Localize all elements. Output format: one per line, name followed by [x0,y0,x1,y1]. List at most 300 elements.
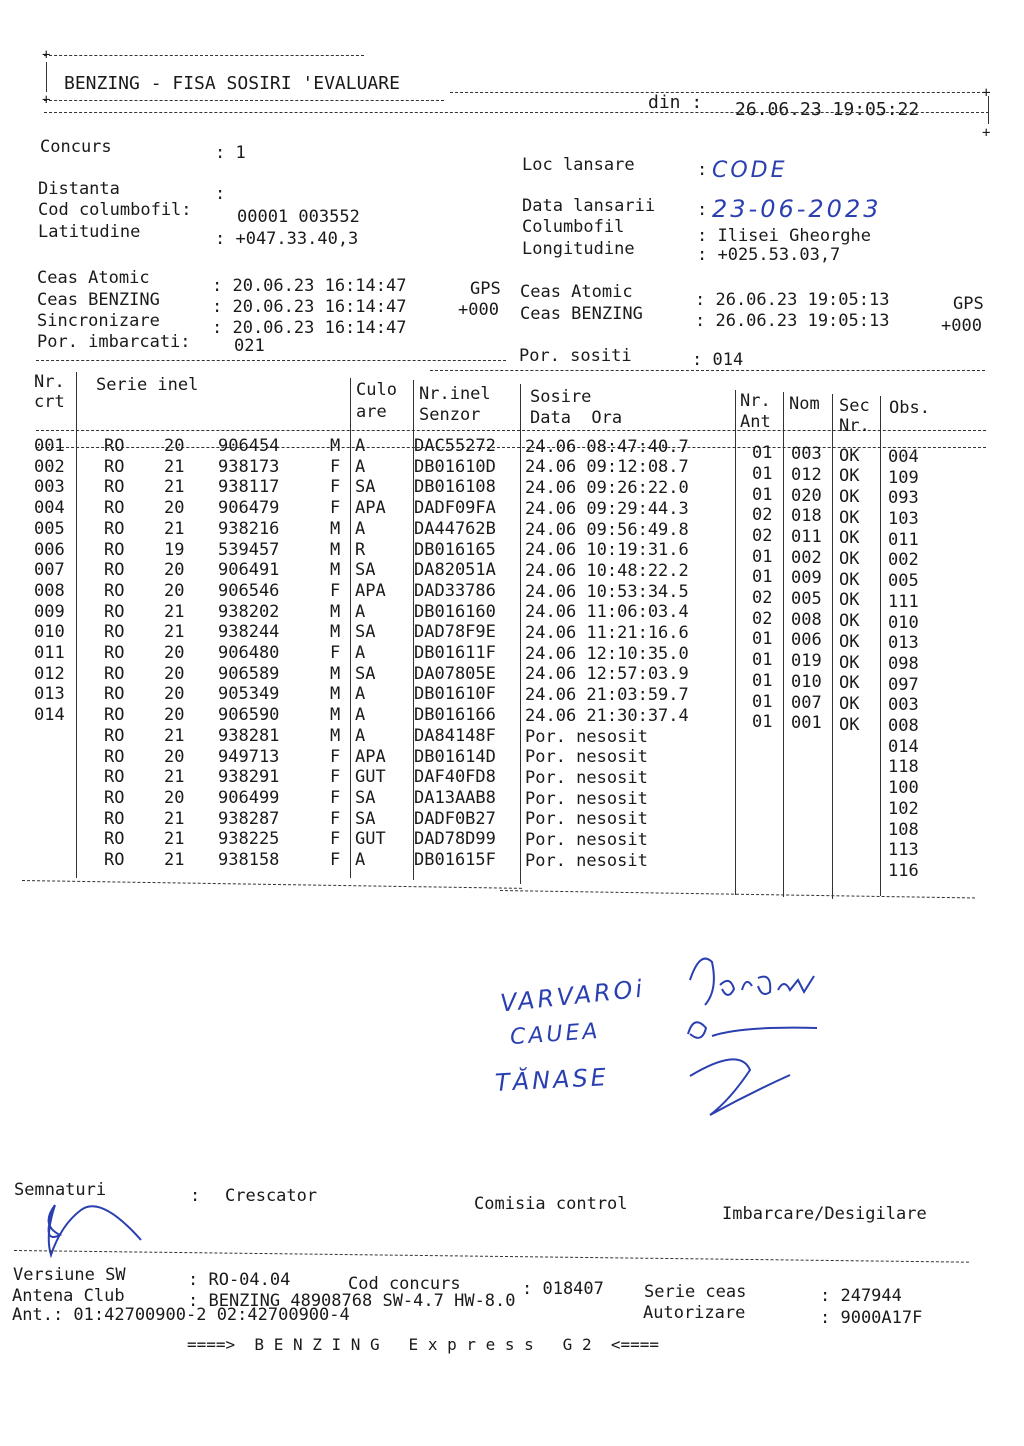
corner-mark: + [42,47,51,63]
cell-country: RO [104,601,125,622]
cell-ring-number: 938291 [218,767,280,788]
cell-sec: OK [839,549,860,569]
cell-color: A [355,456,366,477]
cell-country: RO [104,622,125,643]
cell-nr-crt: 007 [34,560,65,581]
cell-year: 20 [164,498,185,519]
cell-country: RO [104,746,125,767]
cell-arrival: 24.06 10:48:22.2 [525,560,689,581]
corner-mark: + [982,85,991,101]
ceas-benzing-right-value: : 26.06.23 19:05:13 [695,311,890,331]
por-sositi-value: : 014 [692,350,744,370]
cell-color: SA [355,622,376,643]
col-header-sec: Sec [839,396,870,416]
cell-sensor: DAC55272 [414,436,496,456]
cell-color: SA [355,787,376,808]
cell-sex: F [330,850,341,870]
cell-arrival: Por. nesosit [525,809,648,830]
cell-nr-crt: 004 [34,498,65,519]
semnaturi-colon: : [190,1186,201,1206]
cell-color: GUT [355,767,386,788]
cell-sec: OK [839,445,860,466]
cell-sex: F [330,580,341,601]
cell-country: RO [104,684,125,705]
cell-year: 21 [164,518,185,539]
corner-mark: + [982,125,991,141]
por-imbarcati-label: Por. imbarcati: [37,332,191,352]
cell-sex: M [330,518,341,539]
cell-color: SA [355,560,376,581]
din-label: din : [648,92,703,113]
antena-value: : BENZING 48908768 SW-4.7 HW-8.0 [188,1291,516,1311]
cell-sensor: DB01610F [414,684,496,705]
cell-color: APA [355,498,386,519]
cell-antenna: 01 [752,650,773,671]
cell-obs: 005 [888,571,919,592]
cell-nom: 002 [791,547,822,568]
cell-sex: M [330,622,341,643]
cell-arrival: 24.06 09:26:22.0 [525,478,689,499]
cell-sensor: DA44762B [414,518,496,539]
cell-country: RO [104,518,125,539]
cell-nr-crt: 013 [34,684,65,705]
columbofil-value: : Ilisei Gheorghe [697,226,871,246]
cell-obs: 103 [888,509,919,529]
din-value: 26.06.23 19:05:22 [735,99,920,120]
cell-country: RO [104,808,125,829]
cell-arrival: Por. nesosit [525,726,648,747]
cell-year: 21 [164,808,185,829]
cell-obs: 093 [888,488,919,509]
ceas-atomic-suffix: GPS [470,279,501,299]
latitudine-value: : +047.33.40,3 [215,229,359,249]
cell-sensor: DB016108 [414,477,496,498]
cell-ring-number: 938216 [218,518,280,539]
cell-sensor: DA84148F [414,725,496,746]
versiune-value: : RO-04.04 [188,1270,291,1290]
report-title: BENZING - FISA SOSIRI 'EVALUARE [64,73,400,94]
cell-sensor: DA07805E [414,663,496,684]
cell-ring-number: 938158 [218,850,280,870]
cell-color: GUT [355,829,386,850]
cell-sensor: DB016165 [414,539,496,560]
cell-obs: 098 [888,653,919,674]
cell-obs: 111 [888,591,919,612]
cell-arrival: 24.06 12:57:03.9 [525,664,689,685]
cod-concurs-value: : 018407 [522,1279,604,1299]
cell-arrival: 24.06 09:12:08.7 [525,457,689,478]
ceas-benzing-right-label: Ceas BENZING [520,304,643,324]
cell-obs: 113 [888,840,919,861]
cell-arrival: Por. nesosit [525,850,648,871]
cell-sec: OK [839,652,860,673]
cell-sex: F [330,808,341,829]
serie-ceas-value: : 247944 [820,1286,902,1306]
corner-mark: + [42,92,51,108]
cell-antenna: 01 [752,670,773,691]
cell-color: SA [355,663,376,684]
cell-ring-number: 906454 [218,436,280,456]
comisia-label: Comisia control [474,1194,628,1214]
cell-nom: 009 [791,568,822,589]
cell-sex: M [330,601,341,622]
cell-color: A [355,705,366,726]
cell-arrival: 24.06 11:21:16.6 [525,623,689,643]
cell-obs: 116 [888,860,919,881]
cell-ring-number: 949713 [218,746,280,767]
columbofil-label: Columbofil [522,217,625,237]
signature-2 [688,1022,817,1038]
cell-antenna: 01 [752,691,773,712]
cell-arrival: 24.06 21:03:59.7 [525,685,689,706]
cell-country: RO [104,436,125,456]
cell-year: 21 [164,477,185,498]
col-header-senzor: Senzor [419,405,481,425]
autorizare-label: Autorizare [643,1303,746,1323]
col-header-data-ora: Data Ora [530,408,623,428]
cell-sex: M [330,725,341,746]
cell-nr-crt: 003 [34,477,65,498]
cell-nom: 003 [791,444,822,465]
cell-ring-number: 938173 [218,456,280,477]
cell-sex: F [330,829,341,850]
cell-year: 20 [164,560,185,581]
cell-nom: 018 [791,506,822,527]
cell-obs: 004 [888,446,919,467]
cell-ring-number: 938281 [218,725,280,746]
cell-sex: M [330,663,341,684]
cell-obs: 002 [888,550,919,571]
cell-color: A [355,601,366,622]
sincronizare-value: : 20.06.23 16:14:47 [212,318,407,338]
cell-nom: 008 [791,609,822,630]
cell-color: APA [355,746,386,767]
sincronizare-label: Sincronizare [37,311,160,331]
cell-ring-number: 938287 [218,808,280,829]
cell-antenna: 02 [752,608,773,629]
ceas-atomic-right-suffix: GPS [953,294,984,314]
antena-label: Antena Club [12,1286,125,1306]
cell-antenna: 02 [752,505,773,526]
cell-obs: 118 [888,757,919,778]
cell-obs: 014 [888,736,919,757]
ceas-benzing-value: : 20.06.23 16:14:47 [212,297,407,317]
cell-nom: 006 [791,630,822,651]
cell-year: 20 [164,663,185,684]
cell-antenna: 01 [752,546,773,567]
cell-country: RO [104,643,125,663]
distanta-label: Distanta [38,179,120,199]
col-header-serie: Serie inel [96,375,199,395]
cell-year: 20 [164,643,185,663]
por-sositi-label: Por. sositi [519,346,632,366]
loc-lansare-value: CODE [712,158,788,183]
cell-country: RO [104,705,125,726]
cell-sec: OK [839,693,860,714]
cell-nr-crt: 009 [34,601,65,622]
cell-ring-number: 938117 [218,477,280,498]
ant-line: Ant.: 01:42700900-2 02:42700900-4 [12,1305,350,1325]
cod-columbofil-value: 00001 003552 [237,207,360,227]
cell-sensor: DAD78F9E [414,622,496,643]
cell-ring-number: 905349 [218,684,280,705]
cell-color: SA [355,808,376,829]
cell-color: A [355,643,366,663]
signature-1 [690,959,814,1005]
cell-nr-crt: 012 [34,663,65,684]
cell-sex: F [330,643,341,663]
cell-nom: 019 [791,651,822,672]
cell-sex: F [330,767,341,788]
cell-antenna: 02 [752,588,773,608]
cell-antenna: 01 [752,484,773,505]
por-imbarcati-value: 021 [234,336,265,356]
cell-sec: OK [839,486,860,507]
cell-nom: 005 [791,589,822,609]
cell-nr-crt: 002 [34,456,65,477]
cell-ring-number: 938244 [218,622,280,643]
handwritten-name-1: VARVAROi [498,974,647,1018]
col-header-nrinel: Nr.inel [419,384,491,404]
ceas-atomic-label: Ceas Atomic [37,268,150,288]
cell-sensor: DAD33786 [414,580,496,601]
cell-arrival: 24.06 10:53:34.5 [525,581,689,602]
cell-ring-number: 906499 [218,787,280,808]
cell-arrival: Por. nesosit [525,747,648,768]
col-header-sec-nr: Nr. [839,416,870,436]
cell-nom: 020 [791,485,822,506]
signature-3 [690,1059,790,1115]
cell-ring-number: 906480 [218,643,280,663]
cell-sensor: DA13AAB8 [414,787,496,808]
cell-year: 20 [164,787,185,808]
cell-obs: 100 [888,778,919,799]
cell-year: 21 [164,829,185,850]
cell-sex: F [330,746,341,767]
handwritten-name-2: CAUEA [509,1018,602,1051]
cell-sensor: DAF40FD8 [414,767,496,788]
cell-year: 20 [164,705,185,726]
cell-country: RO [104,850,125,870]
longitudine-label: Longitudine [522,239,635,259]
cell-sensor: DAD78D99 [414,829,496,850]
ceas-benzing-suffix: +000 [458,300,499,320]
col-header-obs: Obs. [889,398,930,418]
cell-arrival: Por. nesosit [525,767,648,788]
handwritten-name-3: TĂNASE [494,1063,610,1097]
cell-country: RO [104,498,125,519]
cell-ring-number: 539457 [218,539,280,560]
cell-antenna: 02 [752,525,773,546]
cell-year: 20 [164,746,185,767]
loc-lansare-label: Loc lansare [522,155,635,175]
cell-year: 20 [164,436,185,456]
col-header-ant: Ant [740,412,771,432]
semnaturi-label: Semnaturi [14,1180,107,1200]
cell-country: RO [104,767,125,788]
cod-columbofil-label: Cod columbofil: [38,200,192,220]
cell-sensor: DB016160 [414,601,496,622]
data-lansarii-colon: : [697,200,708,220]
cell-sec: OK [839,507,860,528]
cell-year: 20 [164,684,185,705]
cell-antenna: 01 [752,629,773,650]
cell-arrival: 24.06 09:29:44.3 [525,498,689,519]
cell-nom: 012 [791,464,822,485]
cell-nr-crt: 005 [34,518,65,539]
cell-year: 21 [164,601,185,622]
cell-sensor: DB01611F [414,643,496,663]
cell-arrival: 24.06 08:47:40.7 [525,436,689,457]
cell-color: APA [355,580,386,601]
cell-nr-crt: 008 [34,580,65,601]
autorizare-value: : 9000A17F [820,1308,923,1328]
cell-obs: 097 [888,674,919,695]
cell-antenna: 01 [752,712,773,733]
cell-year: 21 [164,456,185,477]
cell-country: RO [104,456,125,477]
cell-country: RO [104,580,125,601]
cell-antenna: 01 [752,567,773,588]
cell-color: R [355,539,366,560]
cell-obs: 011 [888,529,919,550]
cell-sec: OK [839,673,860,694]
cell-sec: OK [839,466,860,487]
cell-arrival: 24.06 12:10:35.0 [525,643,689,664]
cell-sec: OK [839,611,860,632]
cell-sex: F [330,498,341,519]
cell-sex: M [330,560,341,581]
cell-sensor: DADF0B27 [414,808,496,829]
cell-sex: M [330,705,341,726]
cell-nr-crt: 011 [34,643,65,663]
cell-sensor: DA82051A [414,560,496,581]
loc-lansare-colon: : [697,160,708,180]
crescator-label: Crescator [225,1186,318,1206]
concurs-label: Concurs [40,137,112,157]
cell-country: RO [104,539,125,560]
concurs-value: : 1 [215,143,246,163]
cell-country: RO [104,663,125,684]
cell-ring-number: 906546 [218,580,280,601]
ceas-atomic-value: : 20.06.23 16:14:47 [212,276,407,296]
col-header-nom: Nom [789,394,820,414]
cell-sex: F [330,477,341,498]
col-header-crt: crt [34,392,65,412]
cell-ring-number: 906590 [218,705,280,726]
col-header-nr-ant: Nr. [740,391,771,411]
ceas-atomic-right-label: Ceas Atomic [520,282,633,302]
cell-arrival: 24.06 10:19:31.6 [525,540,689,561]
cell-nom: 010 [791,671,822,692]
cell-color: A [355,850,366,870]
cell-color: SA [355,477,376,498]
col-header-are: are [356,402,387,422]
benzing-express-line: ====> B E N Z I N G E x p r e s s G 2 <==== [187,1335,660,1354]
crescator-signature [49,1205,141,1255]
cell-country: RO [104,477,125,498]
distanta-value: : [215,184,226,204]
cell-obs: 102 [888,798,919,819]
cell-sex: F [330,456,341,477]
cell-year: 19 [164,539,185,560]
serie-ceas-label: Serie ceas [644,1282,747,1302]
cell-arrival: 24.06 21:30:37.4 [525,705,689,726]
cell-country: RO [104,560,125,581]
cell-country: RO [104,829,125,850]
cell-ring-number: 938225 [218,829,280,850]
cell-color: A [355,684,366,705]
cell-obs: 013 [888,633,919,654]
col-header-culo: Culo [356,380,397,400]
cell-obs: 109 [888,467,919,488]
cell-arrival: Por. nesosit [525,788,648,809]
cell-sensor: DADF09FA [414,498,496,519]
cell-obs: 010 [888,612,919,633]
cell-sex: M [330,539,341,560]
cod-concurs-label: Cod concurs [348,1274,461,1294]
cell-obs: 108 [888,819,919,840]
cell-antenna: 01 [752,463,773,484]
ceas-benzing-right-suffix: +000 [941,316,982,336]
ceas-benzing-label: Ceas BENZING [37,290,160,310]
cell-color: A [355,436,366,456]
cell-ring-number: 906479 [218,498,280,519]
cell-ring-number: 906491 [218,560,280,581]
versiune-label: Versiune SW [13,1265,126,1285]
cell-obs: 008 [888,716,919,736]
cell-ring-number: 906589 [218,663,280,684]
cell-color: A [355,725,366,746]
cell-arrival: Por. nesosit [525,830,648,850]
cell-sex: M [330,684,341,705]
cell-sensor: DB01610D [414,456,496,477]
data-lansarii-value: 23-06-2023 [712,195,882,223]
col-header-sosire: Sosire [530,387,592,407]
cell-obs: 003 [888,695,919,716]
cell-sex: M [330,436,341,456]
cell-color: A [355,518,366,539]
cell-nom: 011 [791,526,822,547]
cell-year: 20 [164,580,185,601]
cell-arrival: 24.06 09:56:49.8 [525,519,689,540]
cell-nom: 001 [791,713,822,734]
cell-nr-crt: 006 [34,539,65,560]
cell-year: 21 [164,850,185,870]
cell-ring-number: 938202 [218,601,280,622]
cell-year: 21 [164,725,185,746]
data-lansarii-label: Data lansarii [522,196,656,216]
cell-year: 21 [164,622,185,643]
latitudine-label: Latitudine [38,222,141,242]
cell-sensor: DB016166 [414,705,496,726]
cell-sec: OK [839,590,860,611]
cell-nr-crt: 014 [34,705,65,726]
cell-country: RO [104,787,125,808]
cell-nr-crt: 010 [34,622,65,643]
cell-sex: F [330,787,341,808]
cell-antenna: 01 [752,443,773,464]
cell-nom: 007 [791,692,822,713]
cell-country: RO [104,725,125,746]
longitudine-value: : +025.53.03,7 [697,245,841,265]
cell-year: 21 [164,767,185,788]
cell-sensor: DB01614D [414,746,496,767]
col-header-nr: Nr. [34,372,65,392]
cell-arrival: 24.06 11:06:03.4 [525,602,689,623]
cell-sec: OK [839,631,860,652]
cell-nr-crt: 001 [34,436,65,456]
